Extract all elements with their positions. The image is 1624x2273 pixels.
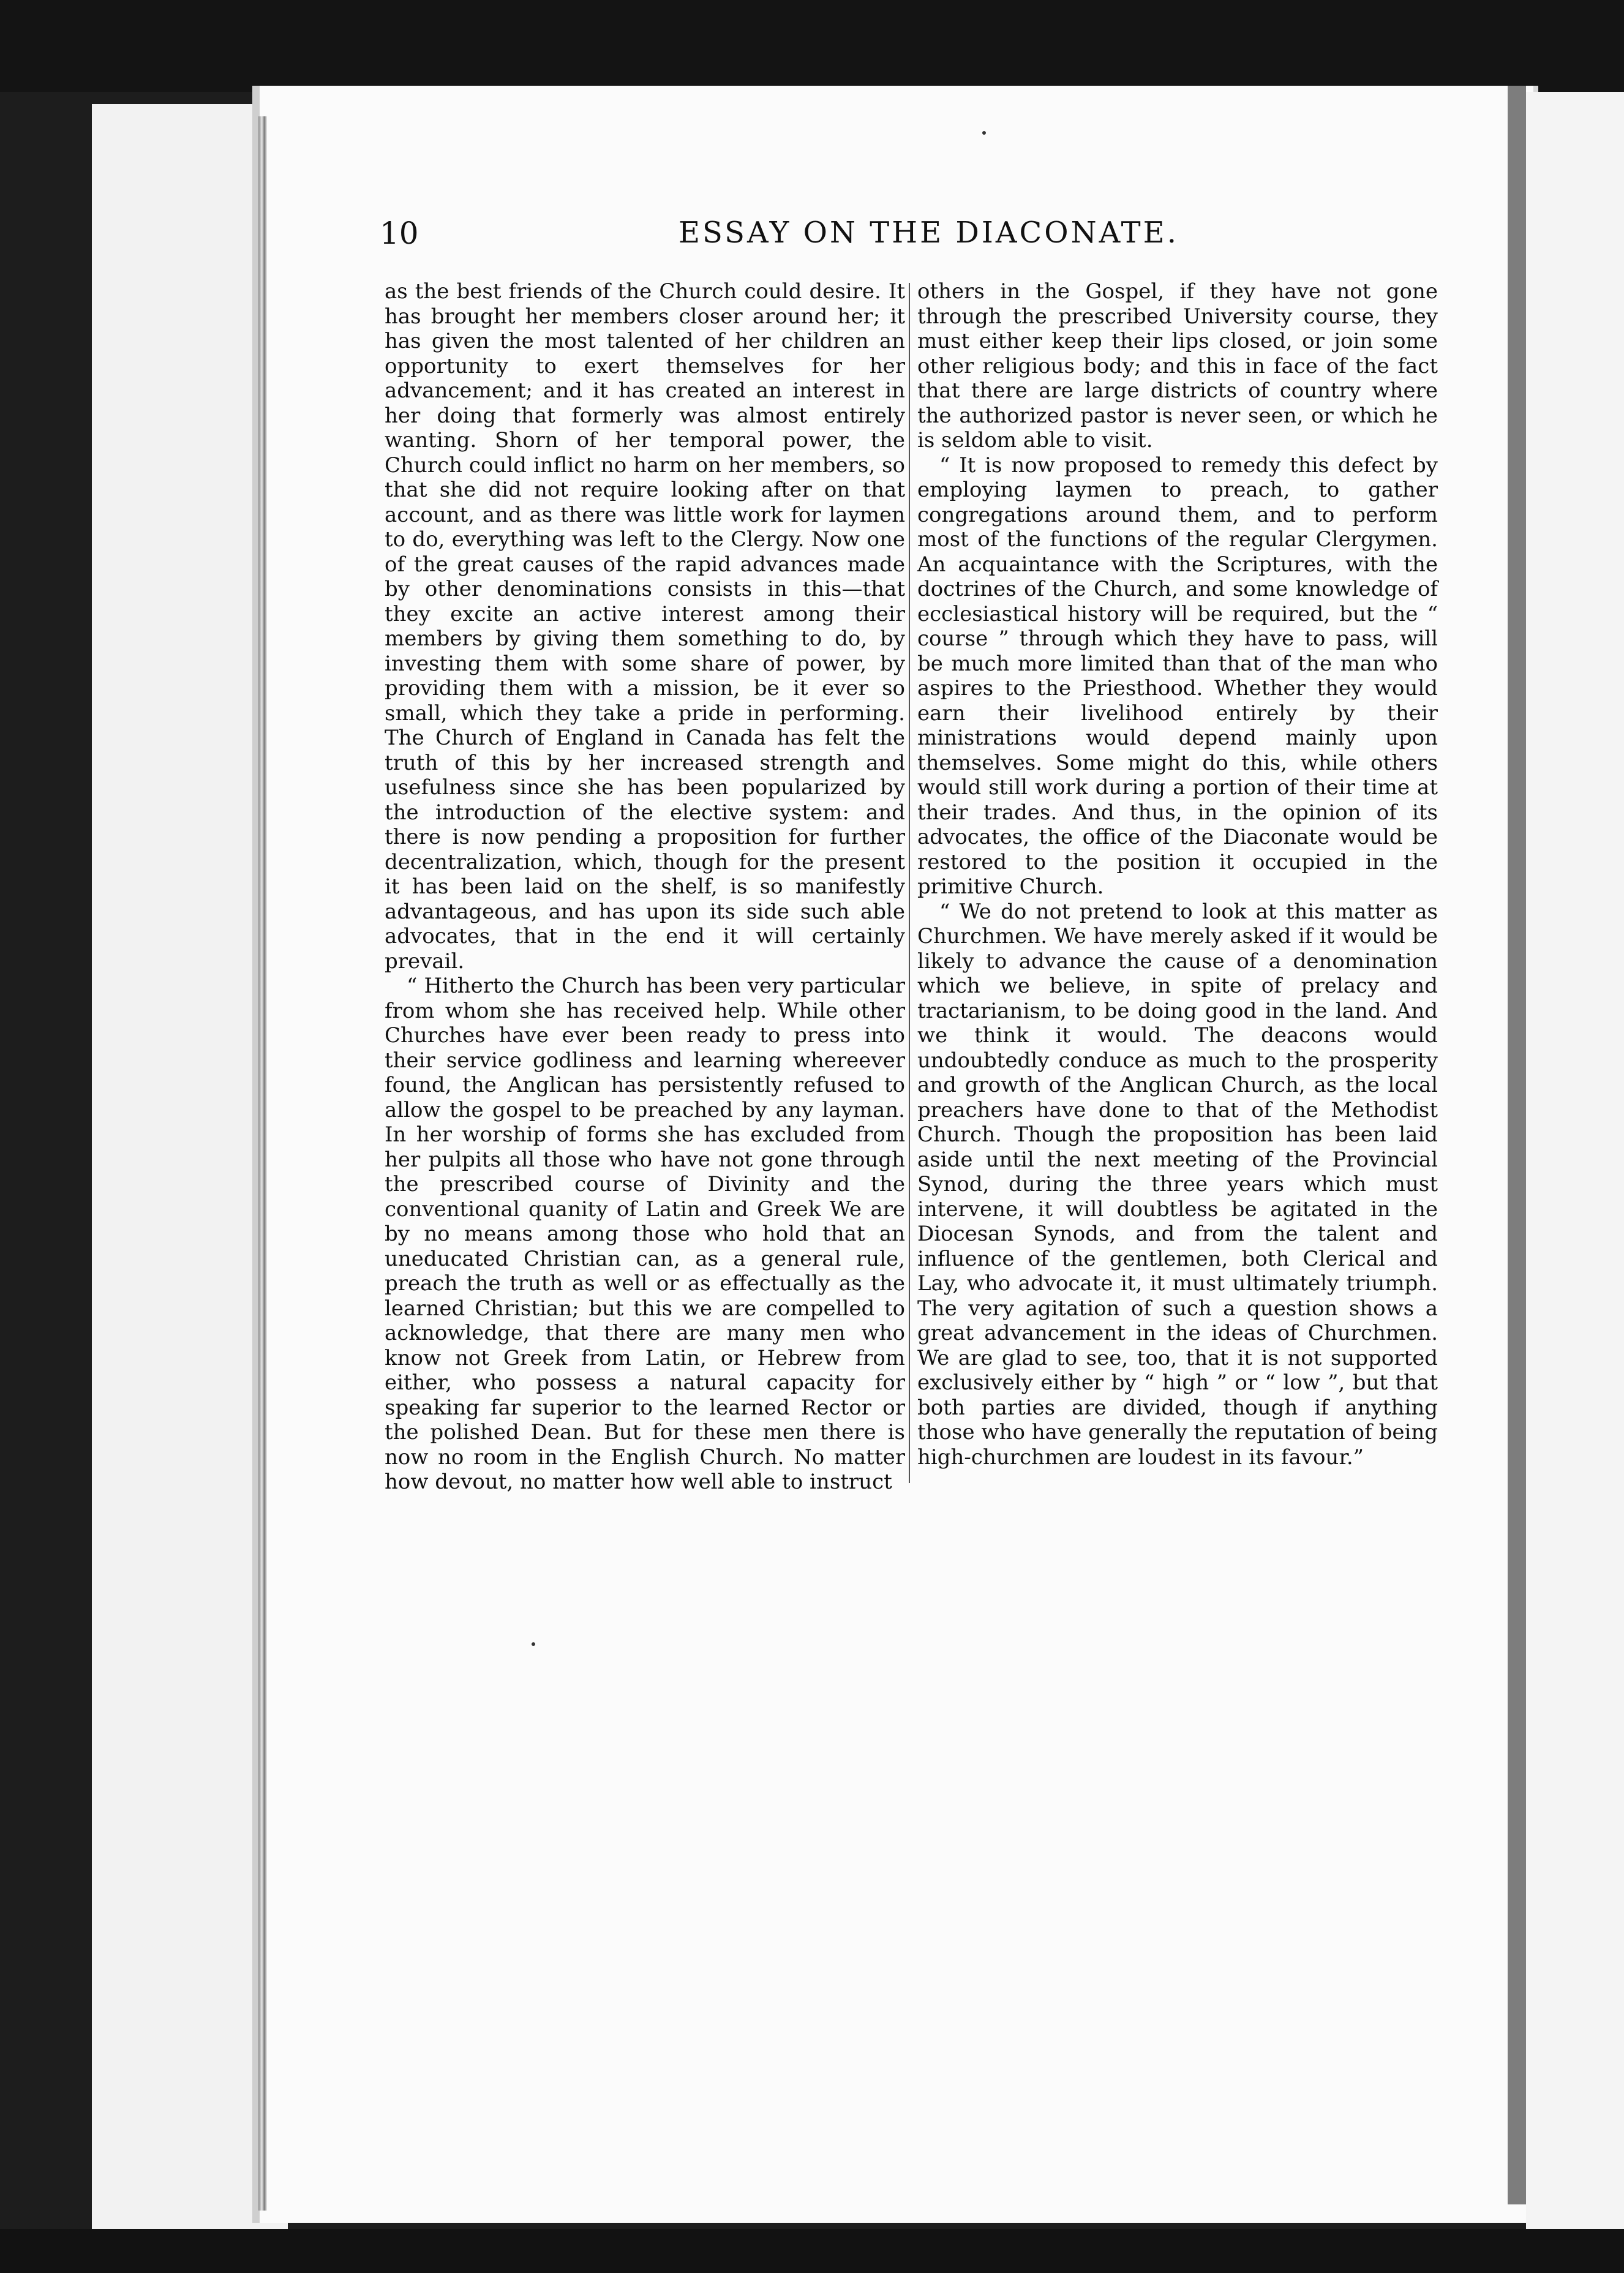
scan-speck: [982, 131, 986, 135]
paragraph: “ We do not pretend to look at this matter as Churchmen. We have merely asked if it would be likely to advance the cause of a denomination which we believe, in spite of prelacy and tractarianism, to be doing good in the land. And we think it would. The deacons would undoubtedly conduce as much to the prosperity and growth of the Anglican Church, as the local preachers have done to that of the Methodist Church. Though the proposition has been laid aside until the next meeting of the Provincial Synod, during the three years which must intervene, it will doubtless be agitated in the Diocesan Synods, and from the talent and influence of the gentlemen, both Clerical and Lay, who advocate it, it must ultimately triumph. The very agitation of such a question shows a great advancement in the ideas of Churchmen. We are glad to see, too, that it is not supported exclusively either by “ high ” or “ low ”, but that both parties are divided, though if anything those who have generally the reputation of being high-churchmen are loudest in its favour.”: [917, 899, 1438, 1470]
paragraph: as the best friends of the Church could desire. It has brought her members closer around her; it has given the most talented of her children an opportunity to exert themselves for her advancement; and it has created an interest in her doing that formerly was almost entirely wanting. Shorn of her temporal power, the Church could inflict no harm on her members, so that she did not require looking after on that account, and as there was little work for laymen to do, everything was left to the Clergy. Now one of the great causes of the rapid advances made by other denominations consists in this—that they excite an active interest among their members by giving them something to do, by investing them with some share of power, by providing them with a mission, be it ever so small, which they take a pride in performing. The Church of England in Canada has felt the truth of this by her increased strength and usefulness since she has been popularized by the introduction of the elective system: and there is now pending a proposition for further decentralization, which, though for the present it has been laid on the shelf, is so manifestly advantageous, and has upon its side such able advocates, that in the end it will certainly prevail.: [385, 279, 905, 974]
page-number: 10: [380, 216, 419, 251]
next-page-edge: [1526, 92, 1624, 2229]
left-text-column: [385, 279, 905, 1495]
scan-background-top: [0, 0, 1624, 92]
paragraph: “ It is now proposed to remedy this defect by employing laymen to preach, to gather congregations around them, and to perform most of the functions of the regular Clergymen. An acquaintance with the Scriptures, with the doctrines of the Church, and some knowledge of ecclesiastical history will be required, but the “ course ” through which they have to pass, will be much more limited than that of the man who aspires to the Priesthood. Whether they would earn their livelihood entirely by their ministrations would depend mainly upon themselves. Some might do this, while others would still work during a portion of their time at their trades. And thus, in the opinion of its advocates, the office of the Diaconate would be restored to the position it occupied in the primitive Church.: [917, 453, 1438, 899]
paragraph: “ Hitherto the Church has been very particular from whom she has received help. While other Churches have ever been ready to press into their service godliness and learning whereever found, the Anglican has persistently refused to allow the gospel to be preached by any layman. In her worship of forms she has excluded from her pulpits all those who have not gone through the prescribed course of Divinity and the conventional quanity of Latin and Greek We are by no means among those who hold that an uneducated Christian can, as a general rule, preach the truth as well or as effectually as the learned Christian; but this we are compelled to acknowledge, that there are many men who know not Greek from Latin, or Hebrew from either, who possess a natural capacity for speaking far superior to the learned Rector or the polished Dean. But for these men there is now no room in the English Church. No matter how devout, no matter how well able to instruct: [385, 974, 905, 1494]
running-head: ESSAY ON THE DIACONATE.: [679, 216, 1179, 250]
scan-speck: [532, 1642, 535, 1646]
paragraph: others in the Gospel, if they have not gone through the prescribed University course, they must either keep their lips closed, or join some other religious body; and this in face of the fact that there are large districts of country where the authorized pastor is never seen, or which he is seldom able to visit.: [917, 279, 1438, 453]
page-edge-shadow: [1508, 86, 1526, 2204]
scan-background-bottom: [0, 2229, 1624, 2273]
column-rule: [909, 283, 910, 1483]
page-gutter: [258, 116, 267, 2211]
right-text-column: [917, 279, 1438, 1470]
